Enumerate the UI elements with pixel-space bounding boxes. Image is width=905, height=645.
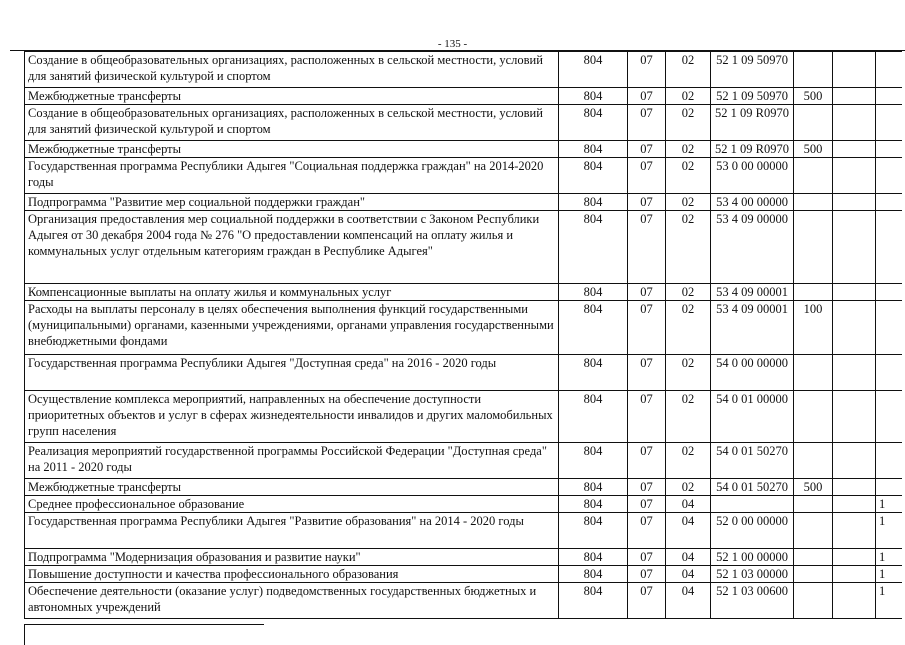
row-section-code: 07 <box>628 496 666 513</box>
row-ministry-code: 804 <box>559 355 628 391</box>
row-expense-type-code <box>794 566 833 583</box>
row-amount-cell <box>833 52 876 88</box>
row-section-code: 07 <box>628 566 666 583</box>
row-section-code: 07 <box>628 211 666 284</box>
row-target-article-code: 52 1 09 50970 <box>711 88 794 105</box>
row-cut-off-value <box>876 88 903 105</box>
row-subsection-code: 02 <box>666 355 711 391</box>
row-subsection-code: 02 <box>666 391 711 443</box>
row-name: Реализация мероприятий государственной программы Российской Федерации "Доступная среда" на 2011 - 2020 годы <box>25 443 559 479</box>
row-name: Осуществление комплекса мероприятий, направленных на обеспечение доступности приоритетных объектов и услуг в сферах жизнедеятельности инвалидов и других маломобильных групп населения <box>25 391 559 443</box>
table-row <box>25 549 903 566</box>
table-row <box>25 355 903 391</box>
row-expense-type-code <box>794 211 833 284</box>
row-ministry-code: 804 <box>559 496 628 513</box>
row-target-article-code: 54 0 01 50270 <box>711 443 794 479</box>
row-cut-off-value <box>876 391 903 443</box>
row-subsection-code: 02 <box>666 211 711 284</box>
row-cut-off-value <box>876 211 903 284</box>
row-section-code: 07 <box>628 443 666 479</box>
table-row <box>25 141 903 158</box>
row-expense-type-code <box>794 194 833 211</box>
row-expense-type-code: 500 <box>794 479 833 496</box>
row-subsection-code: 02 <box>666 88 711 105</box>
table-row <box>25 88 903 105</box>
row-cut-off-value: 1 <box>876 583 903 619</box>
row-target-article-code: 52 1 09 R0970 <box>711 105 794 141</box>
row-ministry-code: 804 <box>559 391 628 443</box>
row-amount-cell <box>833 479 876 496</box>
row-expense-type-code <box>794 496 833 513</box>
row-expense-type-code <box>794 158 833 194</box>
row-ministry-code: 804 <box>559 479 628 496</box>
row-subsection-code: 04 <box>666 583 711 619</box>
row-cut-off-value: 1 <box>876 549 903 566</box>
row-expense-type-code <box>794 355 833 391</box>
row-target-article-code: 53 4 09 00001 <box>711 284 794 301</box>
row-amount-cell <box>833 158 876 194</box>
row-cut-off-value <box>876 355 903 391</box>
row-section-code: 07 <box>628 52 666 88</box>
row-target-article-code: 54 0 01 50270 <box>711 479 794 496</box>
row-subsection-code: 02 <box>666 52 711 88</box>
row-target-article-code <box>711 496 794 513</box>
table-row <box>25 479 903 496</box>
row-cut-off-value <box>876 479 903 496</box>
row-name: Расходы на выплаты персоналу в целях обеспечения выполнения функций государственными (муниципальными) органами, казенными учреждениями, органами управления государственными внебюджетными фондами <box>25 301 559 355</box>
row-expense-type-code <box>794 391 833 443</box>
row-amount-cell <box>833 88 876 105</box>
row-section-code: 07 <box>628 88 666 105</box>
row-name: Государственная программа Республики Адыгея "Социальная поддержка граждан" на 2014-2020 годы <box>25 158 559 194</box>
row-target-article-code: 54 0 00 00000 <box>711 355 794 391</box>
row-subsection-code: 04 <box>666 549 711 566</box>
row-subsection-code: 04 <box>666 566 711 583</box>
row-cut-off-value <box>876 141 903 158</box>
row-target-article-code: 52 0 00 00000 <box>711 513 794 549</box>
row-ministry-code: 804 <box>559 158 628 194</box>
row-expense-type-code: 500 <box>794 141 833 158</box>
row-name: Подпрограмма "Развитие мер социальной поддержки граждан" <box>25 194 559 211</box>
row-name: Межбюджетные трансферты <box>25 479 559 496</box>
row-section-code: 07 <box>628 158 666 194</box>
row-ministry-code: 804 <box>559 194 628 211</box>
row-cut-off-value: 1 <box>876 566 903 583</box>
table-body <box>25 52 903 619</box>
next-row-fragment <box>24 624 264 645</box>
row-subsection-code: 02 <box>666 479 711 496</box>
row-name: Межбюджетные трансферты <box>25 141 559 158</box>
row-ministry-code: 804 <box>559 52 628 88</box>
row-cut-off-value <box>876 301 903 355</box>
row-cut-off-value: 1 <box>876 496 903 513</box>
row-target-article-code: 52 1 03 00600 <box>711 583 794 619</box>
row-name: Среднее профессиональное образование <box>25 496 559 513</box>
row-amount-cell <box>833 583 876 619</box>
row-section-code: 07 <box>628 301 666 355</box>
table-row <box>25 52 903 88</box>
row-name: Государственная программа Республики Адыгея "Доступная среда" на 2016 - 2020 годы <box>25 355 559 391</box>
row-expense-type-code <box>794 583 833 619</box>
row-expense-type-code <box>794 284 833 301</box>
row-expense-type-code <box>794 513 833 549</box>
row-name: Межбюджетные трансферты <box>25 88 559 105</box>
row-ministry-code: 804 <box>559 301 628 355</box>
row-ministry-code: 804 <box>559 141 628 158</box>
row-target-article-code: 52 1 09 R0970 <box>711 141 794 158</box>
table-row <box>25 566 903 583</box>
row-expense-type-code <box>794 105 833 141</box>
row-cut-off-value: 1 <box>876 513 903 549</box>
row-subsection-code: 02 <box>666 141 711 158</box>
table-row <box>25 284 903 301</box>
row-subsection-code: 04 <box>666 513 711 549</box>
row-expense-type-code <box>794 443 833 479</box>
row-cut-off-value <box>876 194 903 211</box>
row-ministry-code: 804 <box>559 513 628 549</box>
row-ministry-code: 804 <box>559 284 628 301</box>
row-ministry-code: 804 <box>559 549 628 566</box>
row-target-article-code: 52 1 00 00000 <box>711 549 794 566</box>
row-name: Создание в общеобразовательных организациях, расположенных в сельской местности, условий для занятий физической культурой и спортом <box>25 105 559 141</box>
row-section-code: 07 <box>628 479 666 496</box>
table-row <box>25 513 903 549</box>
row-amount-cell <box>833 549 876 566</box>
row-subsection-code: 02 <box>666 284 711 301</box>
row-ministry-code: 804 <box>559 443 628 479</box>
row-ministry-code: 804 <box>559 211 628 284</box>
row-ministry-code: 804 <box>559 88 628 105</box>
row-cut-off-value <box>876 284 903 301</box>
row-expense-type-code <box>794 52 833 88</box>
row-amount-cell <box>833 194 876 211</box>
table-row <box>25 443 903 479</box>
table-row <box>25 211 903 284</box>
row-section-code: 07 <box>628 391 666 443</box>
row-expense-type-code <box>794 549 833 566</box>
row-name: Повышение доступности и качества профессионального образования <box>25 566 559 583</box>
row-expense-type-code: 500 <box>794 88 833 105</box>
row-section-code: 07 <box>628 355 666 391</box>
row-name: Компенсационные выплаты на оплату жилья и коммунальных услуг <box>25 284 559 301</box>
row-amount-cell <box>833 141 876 158</box>
row-subsection-code: 02 <box>666 105 711 141</box>
table-row <box>25 583 903 619</box>
row-subsection-code: 02 <box>666 443 711 479</box>
row-target-article-code: 53 0 00 00000 <box>711 158 794 194</box>
table-row <box>25 496 903 513</box>
table-row <box>25 105 903 141</box>
table-row <box>25 391 903 443</box>
row-section-code: 07 <box>628 105 666 141</box>
row-amount-cell <box>833 496 876 513</box>
table-row <box>25 194 903 211</box>
row-section-code: 07 <box>628 513 666 549</box>
row-target-article-code: 53 4 09 00000 <box>711 211 794 284</box>
row-amount-cell <box>833 355 876 391</box>
row-amount-cell <box>833 211 876 284</box>
table-row <box>25 301 903 355</box>
row-amount-cell <box>833 443 876 479</box>
row-name: Организация предоставления мер социальной поддержки в соответствии с Законом Республики Адыгея от 30 декабря 2004 года № 276 "О предоставлении компенсаций на оплату жилья и коммунальных услуг отдельным категориям граждан в Республике Адыгея" <box>25 211 559 284</box>
row-section-code: 07 <box>628 583 666 619</box>
row-cut-off-value <box>876 105 903 141</box>
row-section-code: 07 <box>628 549 666 566</box>
row-cut-off-value <box>876 443 903 479</box>
row-amount-cell <box>833 105 876 141</box>
row-target-article-code: 53 4 00 00000 <box>711 194 794 211</box>
row-target-article-code: 52 1 03 00000 <box>711 566 794 583</box>
row-name: Государственная программа Республики Адыгея "Развитие образования" на 2014 - 2020 годы <box>25 513 559 549</box>
row-subsection-code: 02 <box>666 194 711 211</box>
row-ministry-code: 804 <box>559 566 628 583</box>
row-section-code: 07 <box>628 194 666 211</box>
row-target-article-code: 53 4 09 00001 <box>711 301 794 355</box>
row-name: Создание в общеобразовательных организациях, расположенных в сельской местности, условий для занятий физической культурой и спортом <box>25 52 559 88</box>
row-expense-type-code: 100 <box>794 301 833 355</box>
row-ministry-code: 804 <box>559 583 628 619</box>
row-name: Обеспечение деятельности (оказание услуг) подведомственных государственных бюджетных и автономных учреждений <box>25 583 559 619</box>
row-section-code: 07 <box>628 141 666 158</box>
row-amount-cell <box>833 566 876 583</box>
row-amount-cell <box>833 391 876 443</box>
row-cut-off-value <box>876 52 903 88</box>
row-subsection-code: 02 <box>666 158 711 194</box>
row-subsection-code: 04 <box>666 496 711 513</box>
row-amount-cell <box>833 513 876 549</box>
page-number: - 135 - <box>437 38 468 50</box>
budget-table <box>24 51 902 619</box>
row-ministry-code: 804 <box>559 105 628 141</box>
row-subsection-code: 02 <box>666 301 711 355</box>
row-amount-cell <box>833 301 876 355</box>
table-row <box>25 158 903 194</box>
row-amount-cell <box>833 284 876 301</box>
row-cut-off-value <box>876 158 903 194</box>
row-target-article-code: 54 0 01 00000 <box>711 391 794 443</box>
row-section-code: 07 <box>628 284 666 301</box>
row-name: Подпрограмма "Модернизация образования и развитие науки" <box>25 549 559 566</box>
row-target-article-code: 52 1 09 50970 <box>711 52 794 88</box>
